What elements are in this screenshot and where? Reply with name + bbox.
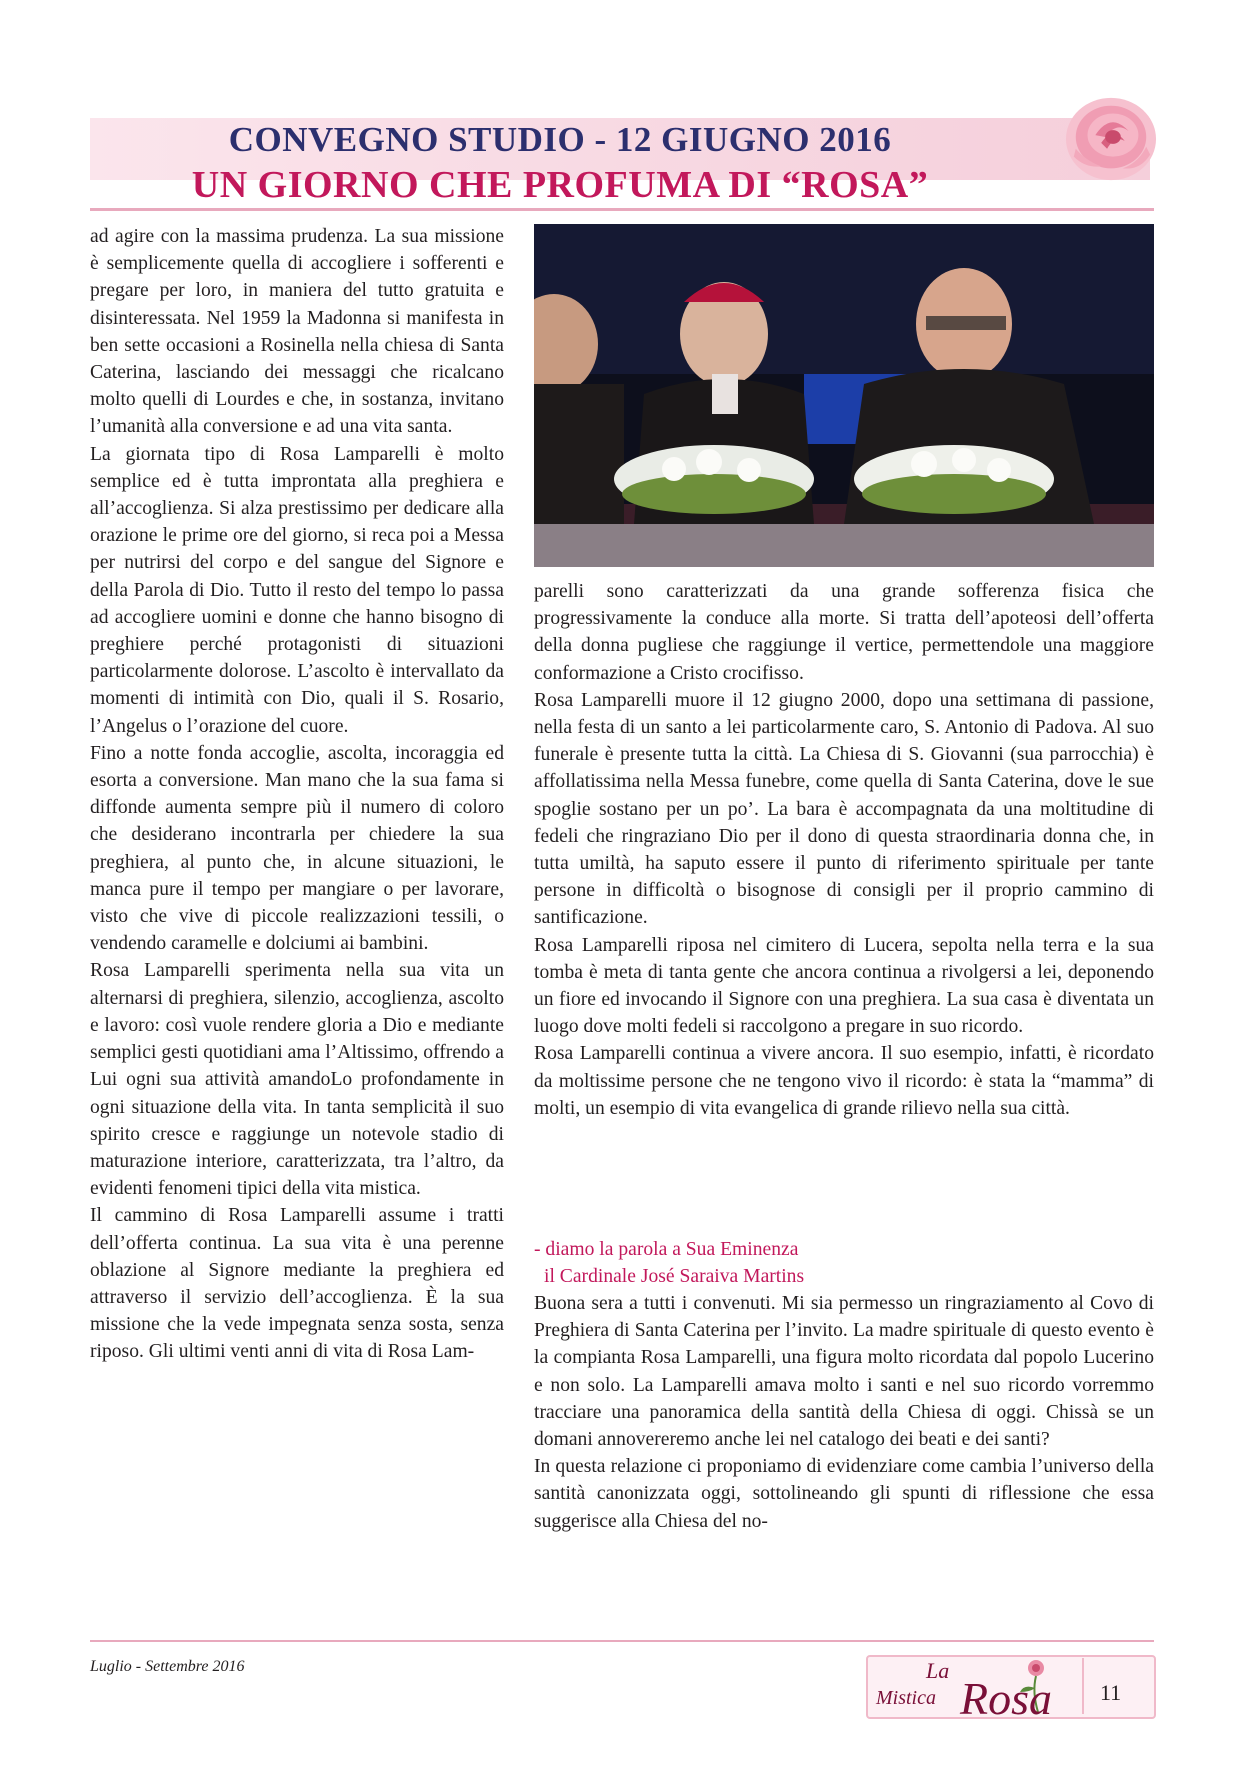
page-title-line2: UN GIORNO CHE PROFUMA DI “ROSA” [191,164,929,206]
logo-rosa: Rosa [960,1673,1052,1724]
paragraph: La giornata tipo di Rosa Lamparelli è molto semplice ed è tutta improntata alla preghiera e all’accoglienza. Si alza prestissimo per dedicare alla orazione le prime ore del giorno, si reca poi a Messa per nutrirsi del corpo e del sangue del Signore e della Parola di Dio. Tutto il resto del tempo lo passa ad accogliere uomini e donne che hanno bisogno di preghiere perché protagonisti di situazioni particolarmente dolorose. L’ascolto è intervallato da momenti di intimità con Dio, quali il S. Rosario, l’Angelus o l’orazione del cuore. [90,443,504,737]
issue-date: Luglio - Settembre 2016 [90,1658,245,1675]
footer-divider [90,1640,1154,1642]
paragraph: Rosa Lamparelli muore il 12 giugno 2000, dopo una settimana di passione, nella festa di un santo a lei particolarmente caro, S. Antonio di Padova. Al suo funerale è presente tutta la città. La Chiesa di S. Giovanni (sua parrocchia) è affollatissima nella Messa funebre, come quella di Santa Caterina, dove le sue spoglie sostano per un po’. La bara è accompagnata da una moltitudine di fedeli che ringraziano Dio per il dono di questa straordinaria donna che, in tutta umiltà, ha saputo essere il punto di riferimento spirituale per tante persone in difficoltà o bisognose di consigli per il proprio cammino di santificazione. [534,689,1154,929]
paragraph: Il cammino di Rosa Lamparelli assume i tratti dell’offerta continua. La sua vita è una perenne oblazione al Signore mediante la preghiera ed attraverso il servizio dell’accoglienza. È la sua missione che la vede impegnata senza sosta, senza riposo. Gli ultimi venti anni di vita di Rosa Lam- [90,1205,504,1363]
page-title-line1: CONVEGNO STUDIO - 12 GIUGNO 2016 [228,120,892,159]
paragraph: Rosa Lamparelli riposa nel cimitero di Lucera, sepolta nella terra e la sua tomba è meta di tanta gente che ancora continua a rivolgersi a lei, deponendo un fiore ed invocando il Signore con una preghiera. La sua casa è diventata un luogo dove molti fedeli si raccolgono a pregare in suo ricordo. [534,934,1154,1038]
paragraph: parelli sono caratterizzati da una grande sofferenza fisica che progressivamente la conduce alla morte. Si tratta dell’apoteosi dell’offerta della donna pugliese che raggiunge il vertice, permettendole una maggiore conformazione a Cristo crocifisso. [534,581,1154,684]
paragraph: Fino a notte fonda accoglie, ascolta, incoraggia ed esorta a conversione. Man mano che la sua fama si diffonde aumenta sempre più il numero di coloro che desiderano incontrarla per chiedere la sua preghiera, al punto che, in alcune situazioni, le manca pure il tempo per mangiare o per lavorare, visto che vive di piccole realizzazioni tessili, o vendendo caramelle e dolciumi ai bambini. [90,742,504,955]
right-column [534,578,1154,1122]
paragraph: Rosa Lamparelli continua a vivere ancora. Il suo esempio, infatti, è ricordato da moltissime persone che ne tengono vivo il ricordo: è stata la “mamma” di molti, un esempio di vita evangelica di grande rilievo nella sua città. [534,1043,1154,1119]
header-divider [90,208,1154,211]
paragraph: ad agire con la massima prudenza. La sua missione è semplicemente quella di accogliere i sofferenti e pregare per loro, in maniera del tutto gratuita e disinteressata. Nel 1959 la Madonna si manifesta in ben sette occasioni a Rosinella nella chiesa di Santa Caterina, lasciando dei messaggi che ricalcano molto quelli di Lourdes e che, in sostanza, invitano l’umanità alla conversione e ad una vita santa. [90,226,504,438]
speaker-intro-line1: - diamo la parola a Sua Eminenza [534,1239,799,1260]
conference-photo [534,224,1154,567]
logo-mistica: Mistica [876,1687,936,1709]
logo-la: La [926,1658,950,1683]
paragraph: In questa relazione ci proponiamo di evidenziare come cambia l’universo della santità canonizzata oggi, sottolineando gli spunti di riflessione che essa suggerisce alla Chiesa del no- [534,1456,1154,1532]
speaker-intro-line2: il Cardinale José Saraiva Martins [544,1266,805,1288]
page-number: 11 [1100,1680,1122,1705]
paragraph: Buona sera a tutti i convenuti. Mi sia permesso un ringraziamento al Covo di Preghiera di Santa Caterina per l’invito. La madre spirituale di questo evento è la compianta Rosa Lamparelli, una figura molto ricordata dal popolo Lucerino e non solo. La Lamparelli amava molto i santi e nel suo ricordo vorremmo tracciare una panoramica della santità della Chiesa di oggi. Chissà se un domani annovereremo anche lei nel catalogo dei beati e dei santi? [534,1293,1154,1451]
speech-text [534,1290,1154,1535]
left-column [90,223,504,1366]
paragraph: Rosa Lamparelli sperimenta nella sua vita un alternarsi di preghiera, silenzio, accoglienza, ascolto e lavoro: così vuole rendere gloria a Dio e mediante semplici gesti quotidiani ama l’Altissimo, offrendo a Lui ogni sua attività amandoLo profondamente in ogni situazione della vita. In tanta semplicità il suo spirito cresce e raggiunge un notevole stadio di maturazione interiore, caratterizzata, tra l’altro, da evidenti fenomeni tipici della vita mistica. [90,960,504,1200]
logo-separator [1082,1658,1084,1714]
speaker-intro [534,1236,1154,1290]
rose-icon [1062,92,1160,184]
